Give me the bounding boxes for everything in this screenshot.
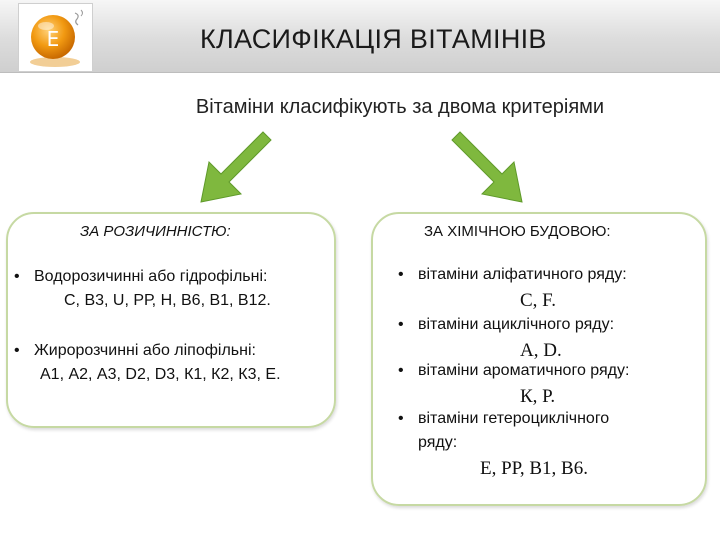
list-item-values: К, Р.: [520, 386, 556, 407]
header-bar: [0, 0, 720, 73]
bullet-icon: •: [398, 266, 404, 283]
list-item-label-continued: ряду:: [418, 434, 458, 451]
list-item-values: А1, А2, А3, D2, D3, К1, К2, К3, Е.: [40, 366, 281, 383]
list-item-values: А, D.: [520, 340, 562, 361]
list-item-values: С, F.: [520, 290, 556, 311]
list-item-values: С, В3, U, РР, Н, В6, В1, В12.: [64, 292, 271, 309]
subtitle: Вітаміни класифікують за двома критеріями: [195, 96, 605, 118]
arrow-down-right-icon: [448, 128, 528, 208]
bullet-icon: •: [14, 342, 20, 359]
page-title: КЛАСИФІКАЦІЯ ВІТАМІНІВ: [200, 24, 547, 54]
logo-letter: E: [46, 27, 60, 51]
bullet-icon: •: [398, 316, 404, 333]
bullet-icon: •: [14, 268, 20, 285]
structure-heading: ЗА ХІМІЧНОЮ БУДОВОЮ:: [424, 223, 611, 240]
solubility-heading: ЗА РОЗИЧИННІСТЮ:: [80, 223, 231, 240]
arrow-down-left-icon: [195, 128, 275, 208]
list-item-values: Е, РР, В1, В6.: [480, 458, 588, 479]
vitamin-e-logo: [18, 3, 93, 72]
bullet-icon: •: [398, 362, 404, 379]
solubility-box: [6, 212, 336, 428]
bullet-icon: •: [398, 410, 404, 427]
